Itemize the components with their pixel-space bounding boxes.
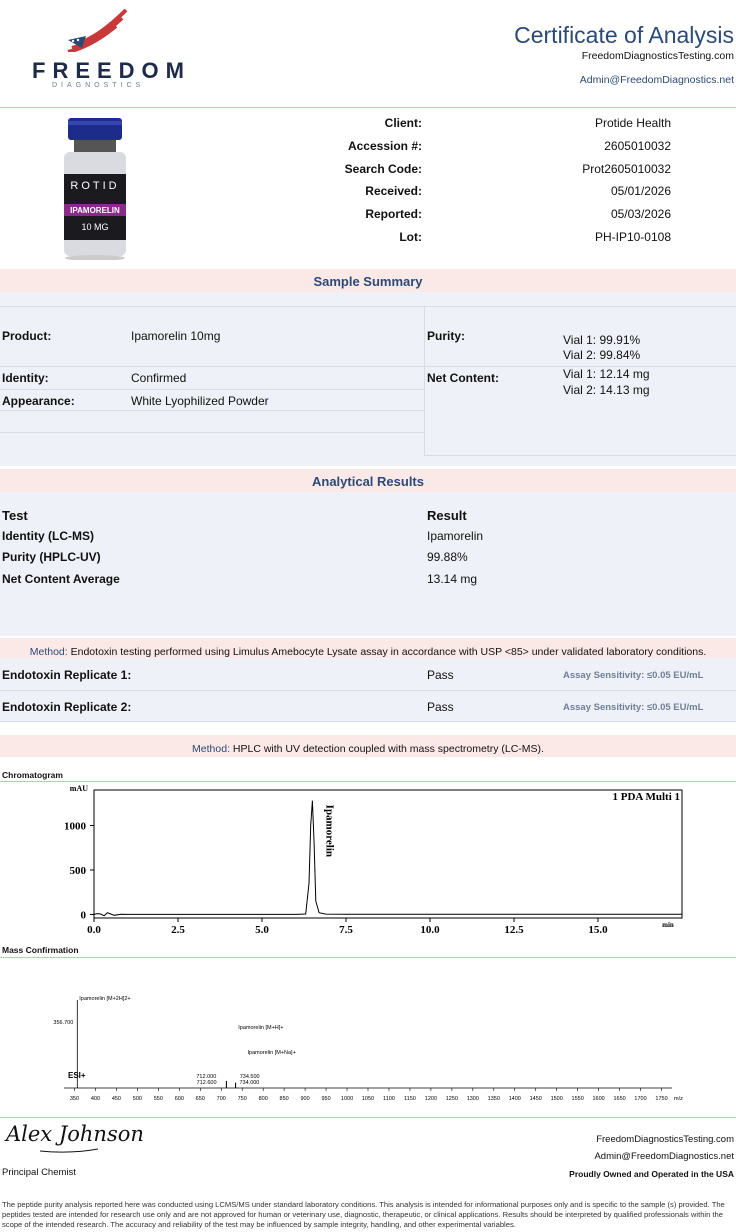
summary-grid-line <box>0 432 424 433</box>
chromatogram-trace <box>94 801 682 916</box>
col-test-header: Test <box>2 508 28 523</box>
x-tick-label: 1300 <box>466 1096 479 1102</box>
mass-confirmation-title: Mass Confirmation <box>2 945 79 955</box>
vial-dose-text: 10 MG <box>81 222 109 232</box>
x-tick-label: 1450 <box>529 1096 542 1102</box>
received-label: Received: <box>365 184 422 198</box>
x-tick-label: 1650 <box>613 1096 626 1102</box>
x-tick-label: 15.0 <box>588 924 608 936</box>
reported-value: 05/03/2026 <box>610 207 671 221</box>
product-vial-image <box>60 118 130 260</box>
x-tick-label: 1000 <box>340 1096 354 1102</box>
x-tick-label: 1350 <box>487 1096 500 1102</box>
analytical-results-panel <box>0 492 736 636</box>
footer-email[interactable]: Admin@FreedomDiagnostics.net <box>594 1151 734 1162</box>
x-tick-label: 1400 <box>508 1096 521 1102</box>
endotoxin-label: Endotoxin Replicate 1: <box>2 668 132 682</box>
header-website[interactable]: FreedomDiagnosticsTesting.com <box>581 50 734 62</box>
lot-label: Lot: <box>399 230 422 244</box>
disclaimer: The peptide purity analysis reported here was conducted using LCMS/MS under standard laboratory conditions. This analysis is intended for informational purposes only and is specific to the sample (s) provided. The peptides tested are intended for research use only and are not approved for human or veterinary use, diagnostic, therapeutic, or clinical applications. Results should be interpreted by qualified professionals within the scope of the intended research. The accuracy and reliability of the test may be influenced by sample integrity, handling, and other experimental variables. <box>2 1200 725 1229</box>
method-text: HPLC with UV detection coupled with mass spectrometry (LC-MS). <box>232 743 544 755</box>
search-code-value: Prot2605010032 <box>582 162 671 176</box>
search-code-label: Search Code: <box>344 162 422 176</box>
summary-grid-line <box>0 389 424 390</box>
summary-grid-divider <box>424 306 425 455</box>
peak-label: Ipamorelin <box>323 804 336 858</box>
summary-grid-line <box>0 366 424 367</box>
sample-summary-title: Sample Summary <box>313 274 423 289</box>
x-tick-label: 1750 <box>655 1096 668 1102</box>
x-tick-label: 12.5 <box>504 924 524 936</box>
test-name: Identity (LC-MS) <box>2 529 94 543</box>
mass-divider <box>0 957 736 958</box>
appearance-label: Appearance: <box>2 394 75 408</box>
legend-label: 1 PDA Multi 1 <box>612 791 680 803</box>
x-tick-label: 2.5 <box>171 924 185 936</box>
x-tick-label: 650 <box>195 1096 205 1102</box>
ion-mode-label: ESI+ <box>68 1071 86 1080</box>
endotoxin-result: Pass <box>427 668 454 682</box>
peak-annotation: Ipamorelin [M+2H]2+ <box>79 996 131 1002</box>
test-result: 13.14 mg <box>427 572 478 586</box>
chromatogram-chart <box>0 782 736 944</box>
peak-mz-label: 734.500 <box>239 1074 260 1080</box>
y-tick-label: 0 <box>80 909 86 922</box>
x-tick-label: 1050 <box>361 1096 375 1102</box>
accession-label: Accession #: <box>347 139 422 153</box>
peak-annotation: Ipamorelin [M+Na]+ <box>247 1050 296 1056</box>
x-tick-label: 600 <box>174 1096 184 1102</box>
test-name: Purity (HPLC-UV) <box>2 550 101 564</box>
x-tick-label: 450 <box>111 1096 122 1102</box>
footer-website[interactable]: FreedomDiagnosticsTesting.com <box>596 1134 734 1145</box>
hplc-method-bar <box>0 735 736 757</box>
endotoxin-row-line <box>0 690 736 691</box>
x-tick-label: 10.0 <box>420 924 440 936</box>
x-tick-label: 1700 <box>634 1096 647 1102</box>
method-label: Method: <box>29 646 68 658</box>
purity-vial2: Vial 2: 99.84% <box>563 348 641 362</box>
x-tick-label: 550 <box>153 1096 163 1102</box>
peak-mz-label: 712.000 <box>196 1074 217 1080</box>
x-tick-label: 400 <box>90 1096 101 1102</box>
x-tick-label: 1100 <box>383 1096 395 1102</box>
endotoxin-row-line <box>0 721 736 722</box>
endotoxin-result: Pass <box>427 700 454 714</box>
product-label: Product: <box>2 329 52 343</box>
test-result: Ipamorelin <box>427 529 484 543</box>
assay-sensitivity: Assay Sensitivity: ≤0.05 EU/mL <box>563 670 704 681</box>
peak-annotation: Ipamorelin [M+H]+ <box>238 1025 284 1031</box>
header-email[interactable]: Admin@FreedomDiagnostics.net <box>579 74 734 86</box>
identity-value: Confirmed <box>131 371 187 385</box>
sample-summary-header <box>0 269 736 292</box>
appearance-value: White Lyophilized Powder <box>131 394 269 408</box>
client-value: Protide Health <box>594 116 671 130</box>
vial-product-text: IPAMORELIN <box>70 206 120 215</box>
header-divider <box>0 107 736 108</box>
peak-mz-label: 356.700 <box>53 1020 74 1026</box>
net-content-vial2: Vial 2: 14.13 mg <box>563 383 650 397</box>
x-tick-label: 7.5 <box>339 924 353 936</box>
col-result-header: Result <box>427 508 467 523</box>
x-tick-label: 950 <box>321 1096 331 1102</box>
chromatogram-title: Chromatogram <box>2 770 63 780</box>
endotoxin-method-bar <box>0 638 736 658</box>
x-tick-label: 1550 <box>571 1096 584 1102</box>
x-tick-label: 850 <box>279 1096 289 1102</box>
vial-brand-text: ROTID <box>70 180 120 192</box>
x-tick-label: 350 <box>69 1096 80 1102</box>
x-axis-label: min <box>662 921 674 929</box>
x-tick-label: 700 <box>216 1096 226 1102</box>
product-value: Ipamorelin 10mg <box>131 329 221 343</box>
test-name: Net Content Average <box>2 572 120 586</box>
x-tick-label: 1200 <box>424 1096 438 1102</box>
method-label: Method: <box>192 743 230 755</box>
logo-flag-icon <box>64 8 128 52</box>
y-tick-label: 1000 <box>64 820 86 833</box>
summary-grid-line <box>424 306 736 307</box>
received-value: 05/01/2026 <box>610 184 671 198</box>
x-tick-label: 800 <box>258 1096 268 1102</box>
client-label: Client: <box>384 116 422 130</box>
summary-grid-line <box>424 455 736 456</box>
page-title: Certificate of Analysis <box>514 22 734 48</box>
plot-frame <box>94 790 682 918</box>
x-tick-label: 1500 <box>550 1096 563 1102</box>
lot-value: PH-IP10-0108 <box>594 230 671 244</box>
signature-divider <box>0 1117 736 1118</box>
signature-underline-icon <box>40 1148 100 1154</box>
summary-grid-line <box>0 410 424 411</box>
endotoxin-label: Endotoxin Replicate 2: <box>2 700 132 714</box>
peak-mz-label: 734.000 <box>239 1080 260 1086</box>
test-result: 99.88% <box>427 550 468 564</box>
net-content-vial1: Vial 1: 12.14 mg <box>563 367 650 381</box>
method-text: Endotoxin testing performed using Limulus Amebocyte Lysate assay in accordance with USP <85> under validated laboratory conditions. <box>70 646 707 658</box>
x-tick-label: 1150 <box>404 1096 416 1102</box>
logo-subtitle: DIAGNOSTICS <box>52 82 145 89</box>
reported-label: Reported: <box>365 207 422 221</box>
x-tick-label: 0.0 <box>87 924 101 936</box>
purity-label: Purity: <box>427 329 466 343</box>
y-axis-label: mAU <box>69 784 88 793</box>
analytical-results-title: Analytical Results <box>312 474 424 489</box>
footer-tagline: Proudly Owned and Operated in the USA <box>569 1169 734 1179</box>
signer-role: Principal Chemist <box>2 1167 76 1178</box>
x-tick-label: 1600 <box>592 1096 605 1102</box>
x-axis-label: m/z <box>674 1096 683 1102</box>
assay-sensitivity: Assay Sensitivity: ≤0.05 EU/mL <box>563 702 704 713</box>
net-content-label: Net Content: <box>427 371 499 385</box>
x-tick-label: 1250 <box>445 1096 458 1102</box>
identity-label: Identity: <box>2 371 49 385</box>
accession-value: 2605010032 <box>604 139 671 153</box>
logo-wordmark: FREEDOM <box>32 58 191 83</box>
analytical-results-header <box>0 469 736 492</box>
y-tick-label: 500 <box>69 865 86 877</box>
x-tick-label: 900 <box>300 1096 310 1102</box>
summary-grid-line <box>0 306 424 307</box>
x-tick-label: 750 <box>237 1096 247 1102</box>
signature-image: Alex Johnson <box>6 1122 144 1146</box>
purity-vial1: Vial 1: 99.91% <box>563 333 641 347</box>
x-tick-label: 5.0 <box>255 924 269 936</box>
peak-mz-label: 712.600 <box>196 1080 217 1086</box>
x-tick-label: 500 <box>132 1096 142 1102</box>
mass-spectrum-chart <box>0 960 736 1105</box>
